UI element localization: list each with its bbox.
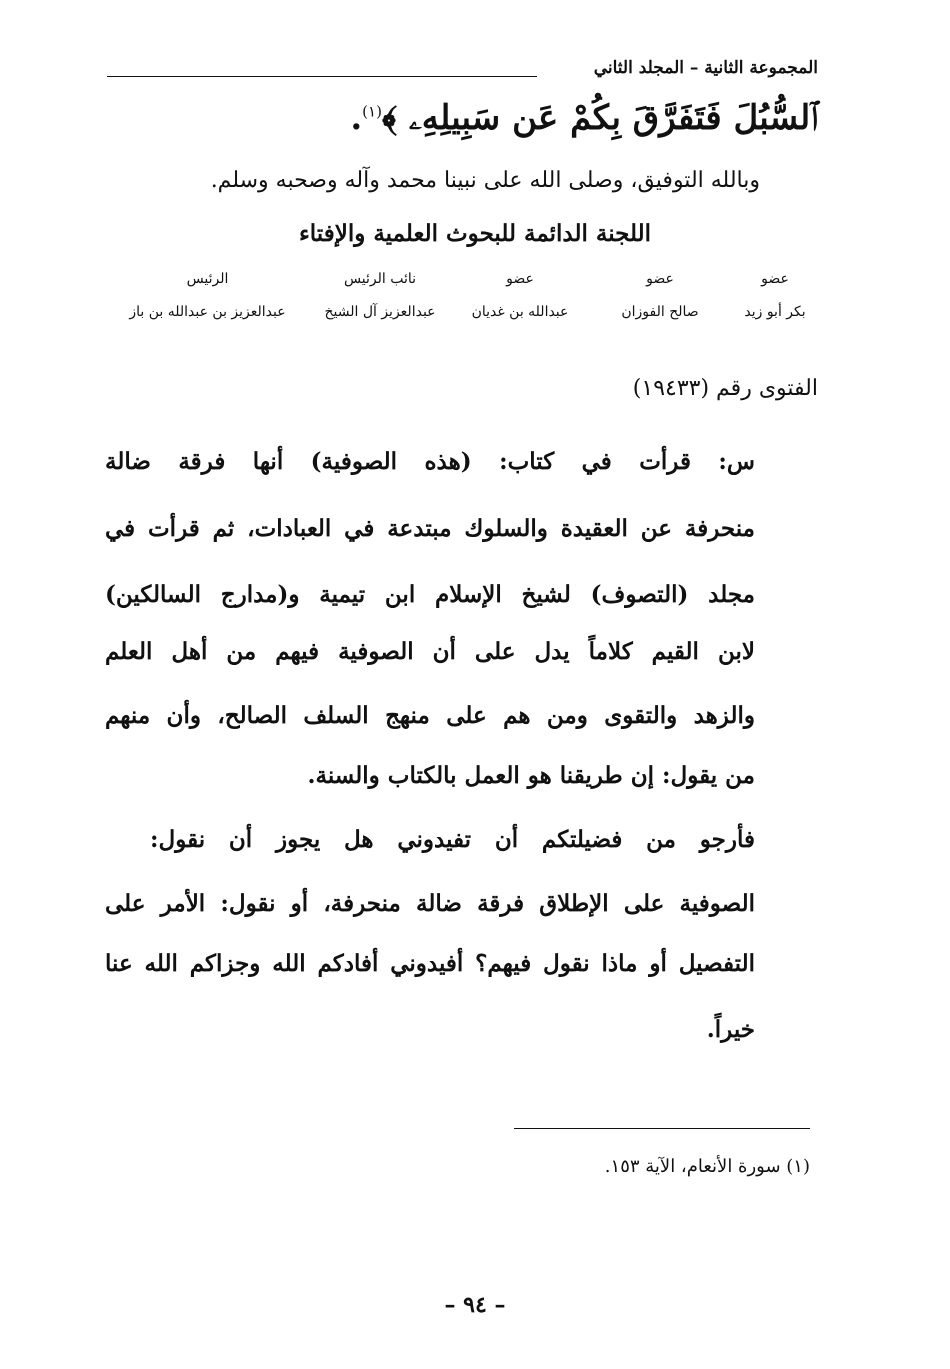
question-line: والزهد والتقوى ومن هم على منهج السلف الصالح، وأن منهم — [105, 702, 755, 729]
running-header: المجموعة الثانية – المجلد الثاني — [593, 58, 818, 78]
signatory-role: عضو — [761, 271, 789, 287]
quran-verse — [350, 98, 818, 138]
signatory — [725, 268, 825, 320]
question-line: من يقول: إن طريقنا هو العمل بالكتاب والسنة. — [307, 762, 755, 789]
question-line: منحرفة عن العقيدة والسلوك مبتدعة في العبادات، ثم قرأت في — [105, 515, 755, 542]
signatory-role: عضو — [646, 271, 674, 287]
question-line: مجلد (التصوف) لشيخ الإسلام ابن تيمية و(مدارج السالكين) — [105, 581, 755, 608]
question-line: لابن القيم كلاماً يدل على أن الصوفية فيهم من أهل العلم — [105, 638, 755, 665]
question-line: س: قرأت في كتاب: (هذه الصوفية) أنها فرقة ضالة — [105, 448, 755, 475]
page-number: – ٩٤ – — [444, 1292, 506, 1318]
signatory — [455, 268, 585, 320]
signatory — [310, 268, 450, 320]
footnote: (١) سورة الأنعام، الآية ١٥٣. — [604, 1156, 810, 1177]
header-rule — [107, 76, 537, 77]
closing-line: وبالله التوفيق، وصلى الله على نبينا محمد وآله وصحبه وسلم. — [210, 168, 760, 193]
verse-text: ٱلسُّبُلَ فَتَفَرَّقَ بِكُمْ عَن سَبِيلِهِۦ ﴾ — [381, 98, 818, 138]
signatory-role: نائب الرئيس — [343, 271, 417, 287]
signatory-name: صالح الفوزان — [621, 304, 699, 320]
signatory — [115, 268, 300, 320]
signatory — [605, 268, 715, 320]
footnote-marker: (١) — [362, 102, 382, 121]
signatory-role: الرئيس — [186, 271, 229, 287]
question-line: فأرجو من فضيلتكم أن تفيدوني هل يجوز أن نقول: — [150, 826, 755, 853]
signatory-name: بكر أبو زيد — [744, 304, 806, 320]
question-line: التفصيل أو ماذا نقول فيهم؟ أفيدوني أفادكم الله وجزاكم الله عنا — [105, 950, 755, 977]
footnote-rule — [514, 1128, 810, 1129]
committee-title: اللجنة الدائمة للبحوث العلمية والإفتاء — [298, 220, 652, 247]
signatory-name: عبدالعزيز آل الشيخ — [324, 304, 436, 320]
question-line: الصوفية على الإطلاق فرقة ضالة منحرفة، أو نقول: الأمر على — [105, 890, 755, 917]
verse-end: . — [350, 98, 363, 138]
question-line: خيراً. — [706, 1016, 755, 1043]
signatory-role: عضو — [506, 271, 534, 287]
signatory-name: عبدالله بن غديان — [471, 304, 569, 320]
signatory-name: عبدالعزيز بن عبدالله بن باز — [129, 304, 286, 320]
fatwa-number: الفتوى رقم (١٩٤٣٣) — [632, 376, 818, 401]
